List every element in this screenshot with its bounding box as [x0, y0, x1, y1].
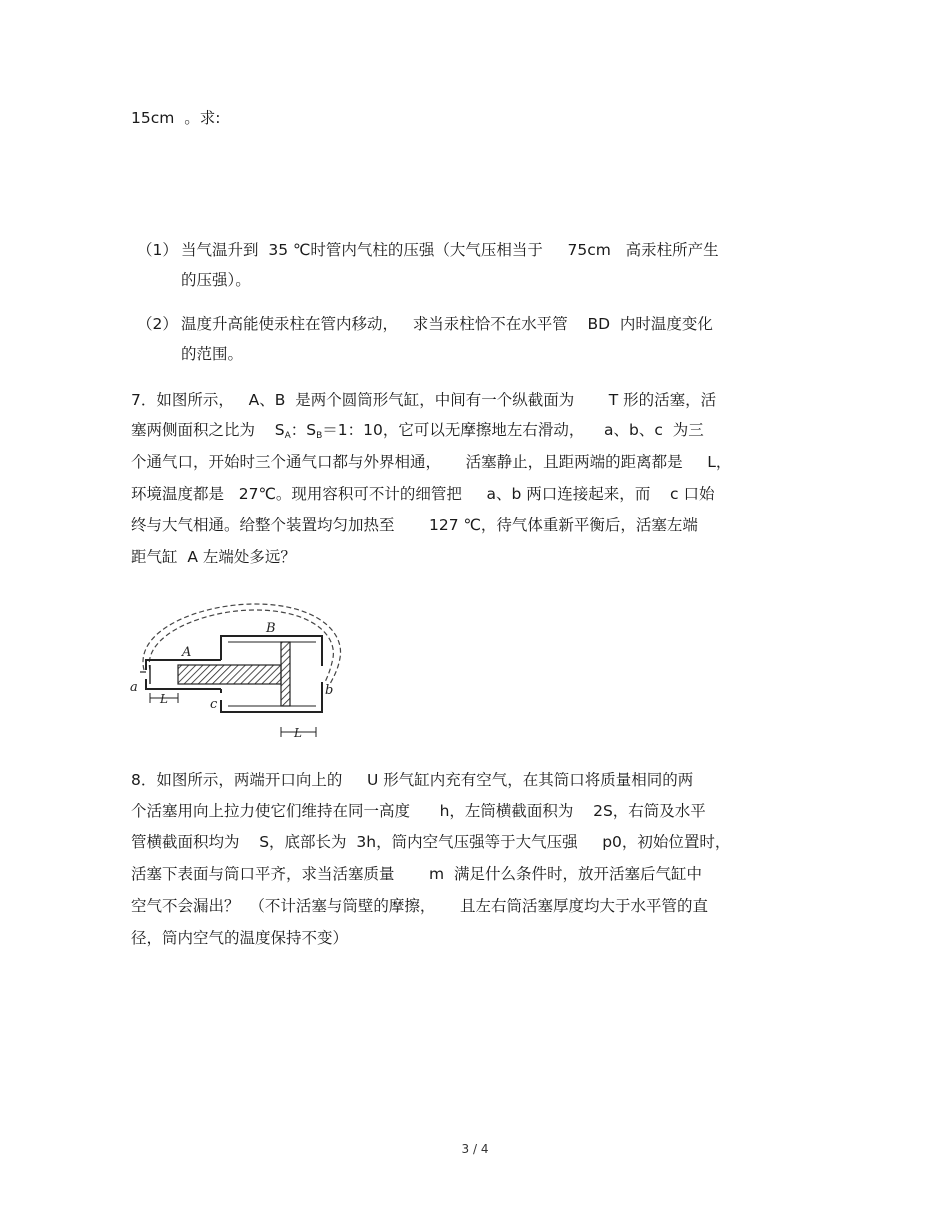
q8-line6: 径，筒内空气的温度保持不变） — [131, 929, 349, 947]
q8-line5: 空气不会漏出？ （不计活塞与筒壁的摩擦， 且左右筒活塞厚度均大于水平管的直 — [131, 897, 708, 915]
q8-line3: 管横截面积均为 S，底部长为 3h，筒内空气压强等于大气压强 p0，初始位置时， — [131, 833, 731, 851]
q6-part2-line2: 的范围。 — [181, 345, 244, 363]
q7-line2-pre: 塞两侧面积之比为 S — [131, 421, 285, 439]
q7-line2-mid: ：S — [290, 421, 317, 439]
q8-line2: 个活塞用向上拉力使它们维持在同一高度 h，左筒横截面积为 2S，右筒及水平 — [131, 802, 706, 820]
cylinder-b-top-wall — [221, 636, 322, 666]
q7-line3: 个通气口，开始时三个通气口都与外界相通， 活塞静止，且距两端的距离都是 L， — [131, 453, 732, 471]
piston-rod — [178, 665, 281, 684]
q6-part1-line1: 当气温升到 35 ℃时管内气柱的压强（大气压相当于 75cm 高汞柱所产生 — [181, 241, 719, 259]
q8-line1: 8．如图所示，两端开口向上的 U 形气缸内充有空气，在其筒口将质量相同的两 — [131, 771, 694, 789]
intro-line: 15cm 。求: — [131, 109, 221, 127]
q7-line2 — [131, 420, 704, 446]
q7-sub-a: A — [284, 431, 291, 441]
page-number: 3 / 4 — [461, 1142, 489, 1156]
q7-line6: 距气缸 A 左端处多远？ — [131, 548, 296, 566]
label-l-left: L — [160, 692, 168, 706]
cylinder-b-bottom-wall — [221, 682, 322, 712]
label-b: b — [325, 683, 334, 698]
q7-line4: 环境温度都是 27℃。现用容积可不计的细管把 a、b 两口连接起来，而 c 口始 — [131, 485, 715, 503]
label-c: c — [210, 697, 218, 712]
q7-line5: 终与大气相通。给整个装置均匀加热至 127 ℃，待气体重新平衡后，活塞左端 — [131, 516, 698, 534]
q7-cylinder-figure — [130, 596, 350, 746]
q7-sub-b: B — [316, 431, 323, 441]
label-l-right: L — [294, 726, 302, 740]
q6-part1-label: （1） — [137, 241, 178, 259]
q8-line4: 活塞下表面与筒口平齐，求当活塞质量 m 满足什么条件时，放开活塞后气缸中 — [131, 865, 702, 883]
q7-line1: 7．如图所示， A、B 是两个圆筒形气缸，中间有一个纵截面为 T 形的活塞，活 — [131, 391, 717, 409]
piston-head — [281, 642, 290, 706]
label-B: B — [266, 621, 276, 636]
q6-part2-label: （2） — [137, 315, 178, 333]
label-A: A — [182, 645, 192, 660]
label-a: a — [130, 680, 138, 695]
q6-part1-line2: 的压强）。 — [181, 271, 251, 289]
q7-line2-post: ＝1：10，它可以无摩擦地左右滑动， a、b、c 为三 — [322, 421, 704, 439]
q6-part2-line1: 温度升高能使汞柱在管内移动， 求当汞柱恰不在水平管 BD 内时温度变化 — [181, 315, 713, 333]
